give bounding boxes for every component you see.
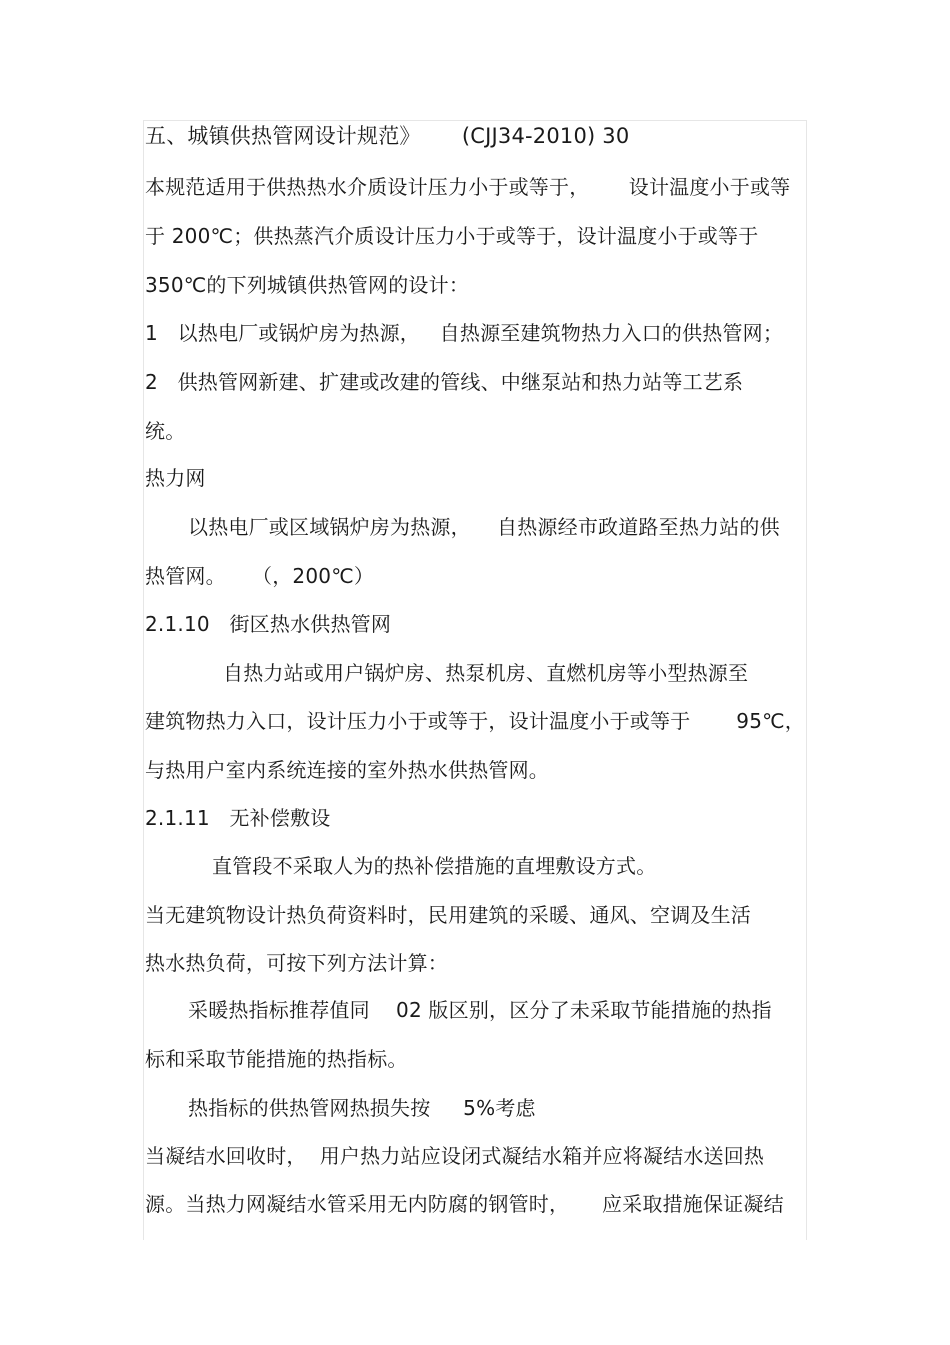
paragraph-line: 热指标的供热管网热损失按 5%考虑 <box>188 1096 536 1120</box>
paragraph-line: 350℃的下列城镇供热管网的设计： <box>145 273 470 297</box>
paragraph-line: 本规范适用于供热热水介质设计压力小于或等于， 设计温度小于或等 <box>145 175 791 199</box>
paragraph-line: 直管段不采取人为的热补偿措施的直埋敷设方式。 <box>212 854 657 878</box>
paragraph-line: 与热用户室内系统连接的室外热水供热管网。 <box>145 758 549 782</box>
paragraph-line: 当无建筑物设计热负荷资料时，民用建筑的采暖、通风、空调及生活 <box>145 903 751 927</box>
paragraph-line: 自热力站或用户锅炉房、热泵机房、直燃机房等小型热源至 <box>223 661 749 685</box>
paragraph-line: 统。 <box>145 419 186 443</box>
paragraph-line: 当凝结水回收时， 用户热力站应设闭式凝结水箱并应将凝结水送回热 <box>145 1144 765 1168</box>
paragraph-line: 以热电厂或区域锅炉房为热源， 自热源经市政道路至热力站的供 <box>188 515 780 539</box>
paragraph-line: 于 200℃；供热蒸汽介质设计压力小于或等于，设计温度小于或等于 <box>145 224 759 248</box>
paragraph-line: 标和采取节能措施的热指标。 <box>145 1047 408 1071</box>
term-heading: 2.1.10 街区热水供热管网 <box>145 612 392 636</box>
term-heading: 2.1.11 无补偿敷设 <box>145 806 331 830</box>
paragraph-line: 建筑物热力入口，设计压力小于或等于，设计温度小于或等于 95℃， <box>145 709 806 733</box>
paragraph-line: 源。当热力网凝结水管采用无内防腐的钢管时， 应采取措施保证凝结 <box>145 1192 784 1216</box>
paragraph-line: 采暖热指标推荐值同 02 版区别，区分了未采取节能措施的热指 <box>188 998 772 1022</box>
section-heading: 五、城镇供热管网设计规范》 (CJJ34-2010) 30 <box>145 124 630 148</box>
paragraph-line: 热水热负荷，可按下列方法计算： <box>145 951 448 975</box>
list-item: 1 以热电厂或锅炉房为热源， 自热源至建筑物热力入口的供热管网； <box>145 321 784 345</box>
term-heading: 热力网 <box>145 466 206 490</box>
paragraph-line: 热管网。 （，200℃） <box>145 564 375 588</box>
list-item: 2 供热管网新建、扩建或改建的管线、中继泵站和热力站等工艺系 <box>145 370 744 394</box>
